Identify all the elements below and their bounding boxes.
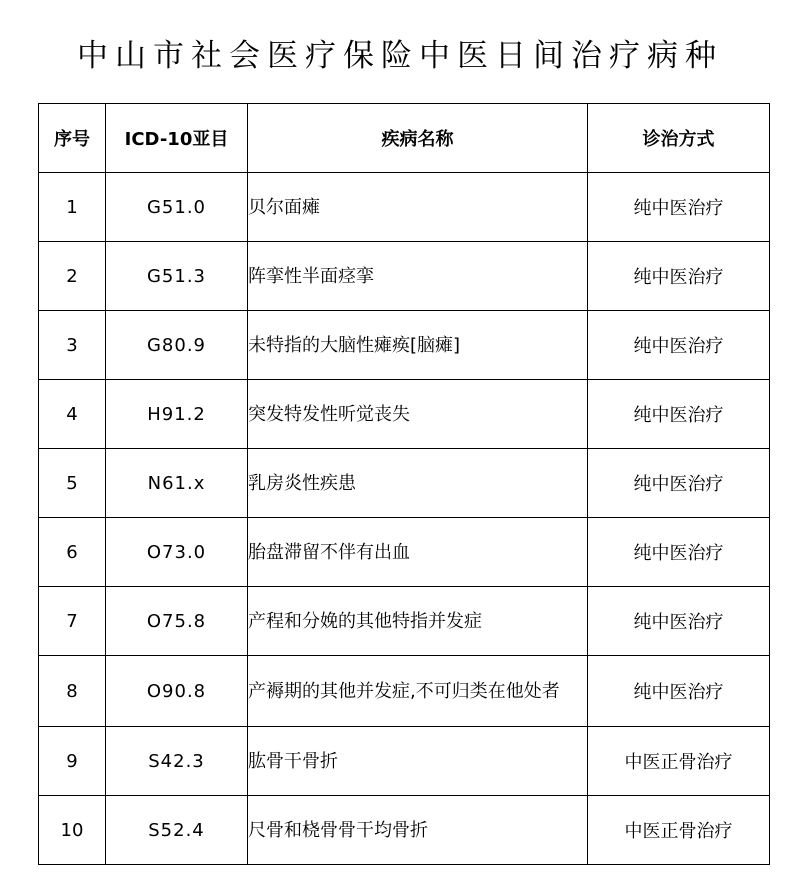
page-title: 中山市社会医疗保险中医日间治疗病种 [77, 38, 723, 74]
table-row [39, 173, 770, 242]
cell-seq: 9 [39, 727, 106, 796]
cell-disease-name: 产褥期的其他并发症,不可归类在他处者 [248, 656, 588, 727]
header-disease-name: 疾病名称 [248, 104, 588, 173]
cell-seq: 8 [39, 656, 106, 727]
cell-icd-code: S42.3 [106, 727, 248, 796]
cell-treatment-method: 纯中医治疗 [588, 380, 770, 449]
cell-disease-name: 乳房炎性疾患 [248, 449, 588, 518]
cell-treatment-method: 纯中医治疗 [588, 518, 770, 587]
cell-treatment-method: 纯中医治疗 [588, 242, 770, 311]
table-row [39, 380, 770, 449]
table-row [39, 311, 770, 380]
table-row [39, 727, 770, 796]
cell-icd-code: G80.9 [106, 311, 248, 380]
disease-table [38, 103, 770, 865]
cell-icd-code: O75.8 [106, 587, 248, 656]
table-row [39, 587, 770, 656]
table-row [39, 518, 770, 587]
cell-treatment-method: 纯中医治疗 [588, 449, 770, 518]
cell-disease-name: 尺骨和桡骨骨干均骨折 [248, 796, 588, 865]
cell-disease-name: 肱骨干骨折 [248, 727, 588, 796]
cell-disease-name: 阵挛性半面痉挛 [248, 242, 588, 311]
table-row [39, 242, 770, 311]
cell-seq: 4 [39, 380, 106, 449]
cell-icd-code: G51.0 [106, 173, 248, 242]
cell-treatment-method: 纯中医治疗 [588, 656, 770, 727]
cell-disease-name: 未特指的大脑性瘫痪[脑瘫] [248, 311, 588, 380]
table-row [39, 656, 770, 727]
cell-treatment-method: 纯中医治疗 [588, 311, 770, 380]
cell-seq: 2 [39, 242, 106, 311]
cell-disease-name: 产程和分娩的其他特指并发症 [248, 587, 588, 656]
cell-disease-name: 胎盘滞留不伴有出血 [248, 518, 588, 587]
cell-seq: 7 [39, 587, 106, 656]
cell-disease-name: 贝尔面瘫 [248, 173, 588, 242]
cell-disease-name: 突发特发性听觉丧失 [248, 380, 588, 449]
cell-treatment-method: 纯中医治疗 [588, 587, 770, 656]
cell-seq: 5 [39, 449, 106, 518]
cell-seq: 6 [39, 518, 106, 587]
header-seq: 序号 [39, 104, 106, 173]
table-row [39, 449, 770, 518]
cell-icd-code: S52.4 [106, 796, 248, 865]
table-row [39, 796, 770, 865]
cell-seq: 1 [39, 173, 106, 242]
cell-icd-code: H91.2 [106, 380, 248, 449]
cell-icd-code: O90.8 [106, 656, 248, 727]
cell-icd-code: O73.0 [106, 518, 248, 587]
cell-treatment-method: 中医正骨治疗 [588, 727, 770, 796]
cell-seq: 3 [39, 311, 106, 380]
header-icd-code: ICD-10亚目 [106, 104, 248, 173]
cell-icd-code: N61.x [106, 449, 248, 518]
cell-seq: 10 [39, 796, 106, 865]
cell-treatment-method: 中医正骨治疗 [588, 796, 770, 865]
cell-treatment-method: 纯中医治疗 [588, 173, 770, 242]
cell-icd-code: G51.3 [106, 242, 248, 311]
header-treatment-method: 诊治方式 [588, 104, 770, 173]
table-header-row [39, 104, 770, 173]
